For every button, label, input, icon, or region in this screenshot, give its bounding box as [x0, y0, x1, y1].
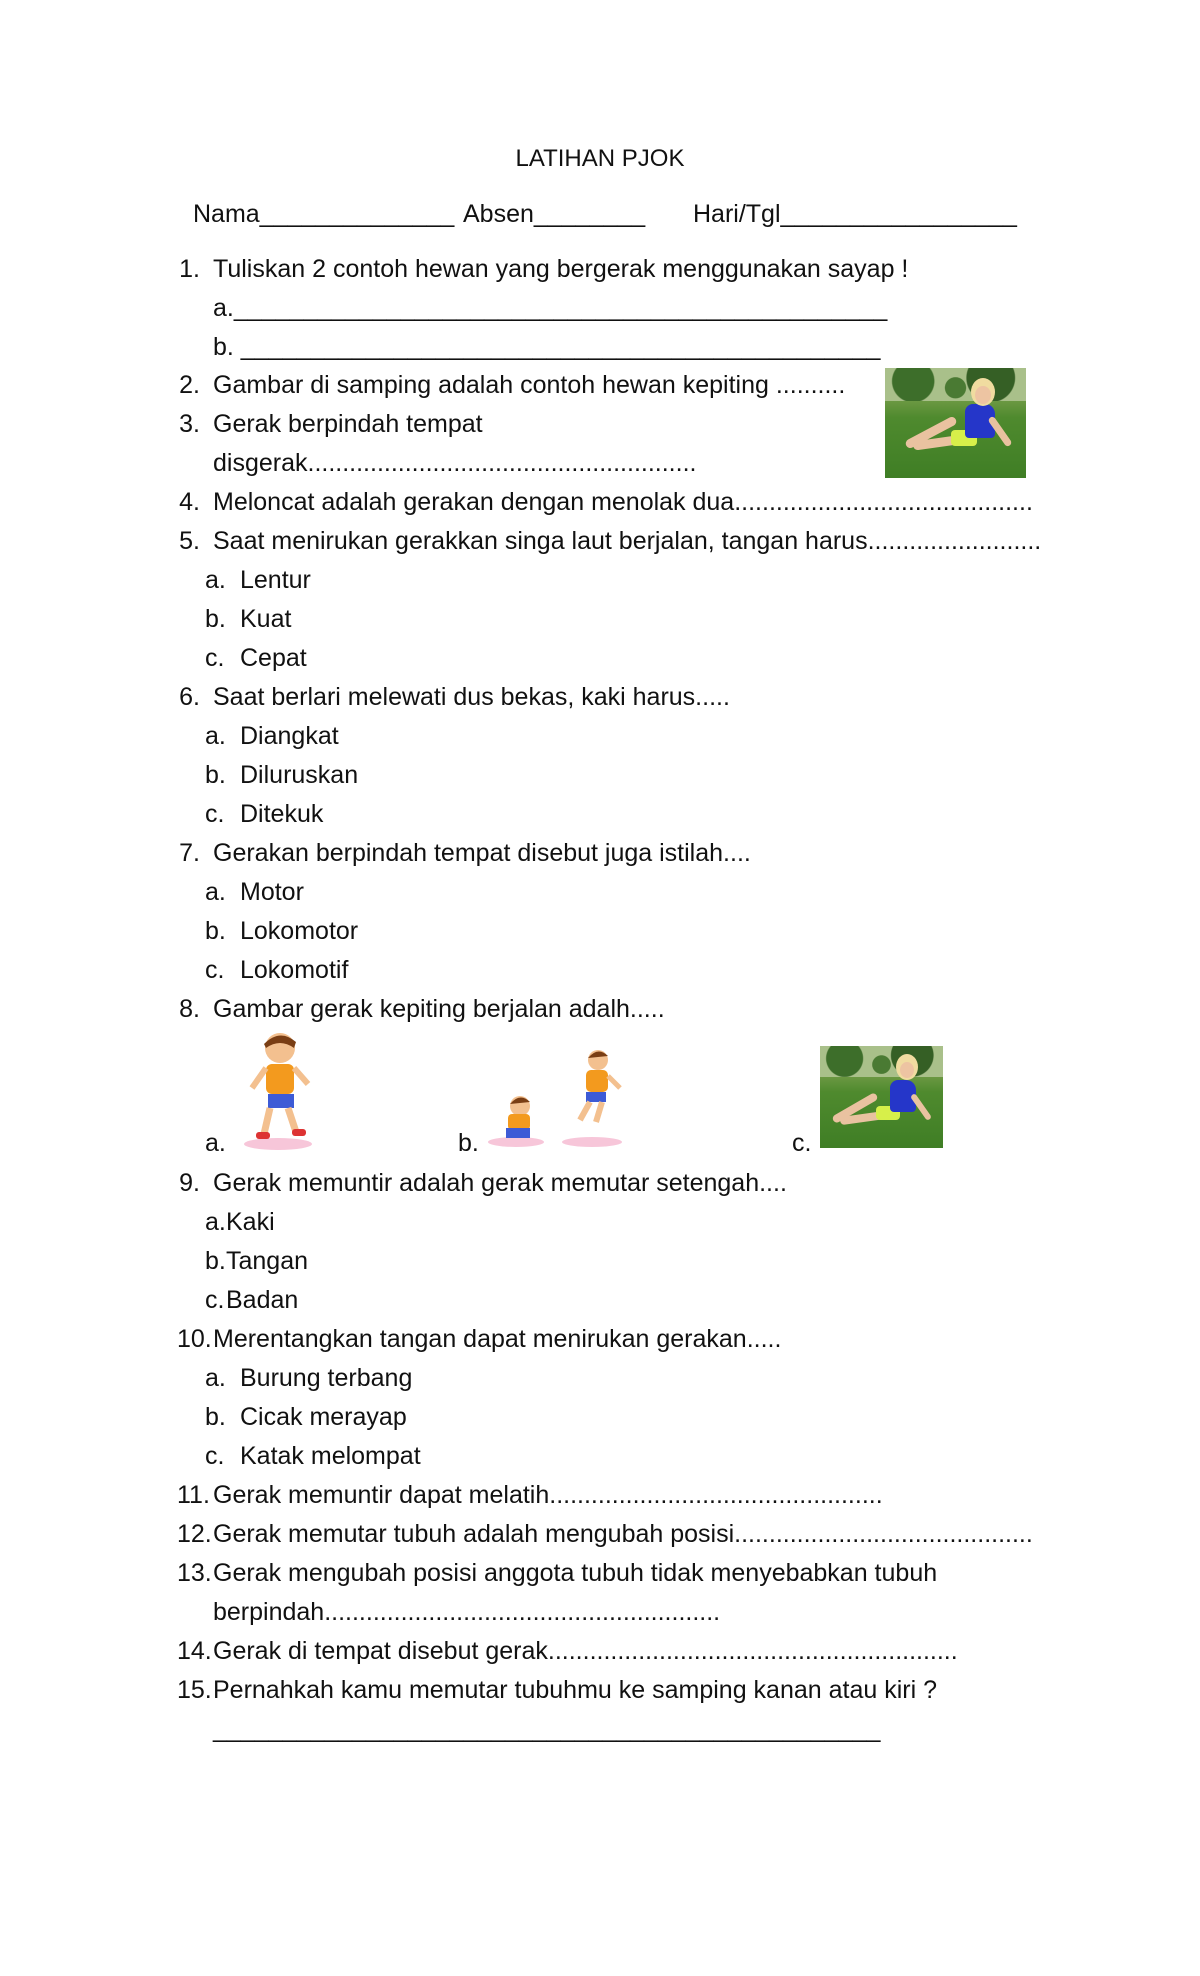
- option-letter: a.: [205, 566, 226, 594]
- crouch-jump-children-illustration[interactable]: [486, 1048, 626, 1148]
- option-text[interactable]: Ditekuk: [240, 800, 324, 828]
- question-15-text: Pernahkah kamu memutar tubuhmu ke samping kanan atau kiri ?: [213, 1676, 937, 1704]
- walking-child-illustration[interactable]: [240, 1028, 320, 1152]
- answer-line-a[interactable]: a._______________________________________________: [213, 294, 888, 322]
- question-number: 5.: [179, 527, 200, 555]
- option-letter: b.: [205, 1247, 226, 1275]
- question-number: 1.: [179, 255, 200, 283]
- option-letter[interactable]: c.: [792, 1129, 812, 1157]
- question-number: 8.: [179, 995, 200, 1023]
- option-text[interactable]: Diangkat: [240, 722, 339, 750]
- option-letter: c.: [205, 800, 225, 828]
- answer-line[interactable]: ________________________________________________: [213, 1715, 881, 1743]
- nama-field[interactable]: Nama______________: [193, 200, 455, 228]
- option-text[interactable]: Lentur: [240, 566, 311, 594]
- question-7-text: Gerakan berpindah tempat disebut juga istilah....: [213, 839, 751, 867]
- option-text[interactable]: Kaki: [226, 1208, 275, 1236]
- question-number: 10.: [177, 1325, 212, 1353]
- question-number: 3.: [179, 410, 200, 438]
- option-letter: b.: [205, 917, 226, 945]
- question-number: 14.: [177, 1637, 212, 1665]
- option-text[interactable]: Motor: [240, 878, 304, 906]
- question-number: 9.: [179, 1169, 200, 1197]
- page-title: LATIHAN PJOK: [515, 145, 685, 172]
- option-text[interactable]: Katak melompat: [240, 1442, 421, 1470]
- question-6-text: Saat berlari melewati dus bekas, kaki harus.....: [213, 683, 730, 711]
- question-4-text: Meloncat adalah gerakan dengan menolak dua...........................................: [213, 488, 1033, 516]
- option-text[interactable]: Cepat: [240, 644, 307, 672]
- question-5-text: Saat menirukan gerakkan singa laut berjalan, tangan harus.........................: [213, 527, 1042, 555]
- option-letter: b.: [205, 1403, 226, 1431]
- option-letter: b.: [205, 605, 226, 633]
- question-9-text: Gerak memuntir adalah gerak memutar setengah....: [213, 1169, 787, 1197]
- option-letter[interactable]: a.: [205, 1129, 226, 1157]
- option-text[interactable]: Cicak merayap: [240, 1403, 407, 1431]
- hari-tgl-field[interactable]: Hari/Tgl_________________: [693, 200, 1017, 228]
- question-number: 7.: [179, 839, 200, 867]
- crab-walk-photo-option[interactable]: [820, 1046, 943, 1148]
- option-letter: c.: [205, 1442, 225, 1470]
- question-11-text: Gerak memuntir dapat melatih................................................: [213, 1481, 883, 1509]
- question-number: 2.: [179, 371, 200, 399]
- question-number: 4.: [179, 488, 200, 516]
- question-3-text: Gerak berpindah tempat: [213, 410, 483, 438]
- answer-line-b[interactable]: b. ______________________________________________: [213, 333, 881, 361]
- option-letter: c.: [205, 1286, 225, 1314]
- option-text[interactable]: Burung terbang: [240, 1364, 413, 1392]
- question-number: 15.: [177, 1676, 212, 1704]
- question-14-text: Gerak di tempat disebut gerak...........................................................: [213, 1637, 958, 1665]
- question-13-text: Gerak mengubah posisi anggota tubuh tidak menyebabkan tubuh: [213, 1559, 938, 1587]
- question-number: 12.: [177, 1520, 212, 1548]
- option-letter: b.: [205, 761, 226, 789]
- option-letter: a.: [205, 722, 226, 750]
- option-letter: a.: [205, 1208, 226, 1236]
- option-text[interactable]: Lokomotor: [240, 917, 359, 945]
- question-10-text: Merentangkan tangan dapat menirukan gerakan.....: [213, 1325, 782, 1353]
- question-1-text: Tuliskan 2 contoh hewan yang bergerak menggunakan sayap !: [213, 255, 909, 283]
- option-text[interactable]: Diluruskan: [240, 761, 359, 789]
- crab-walk-photo: [885, 368, 1026, 478]
- option-text[interactable]: Badan: [226, 1286, 299, 1314]
- option-text[interactable]: Tangan: [226, 1247, 309, 1275]
- option-text[interactable]: Lokomotif: [240, 956, 349, 984]
- option-letter[interactable]: b.: [458, 1129, 479, 1157]
- question-3-blank[interactable]: disgerak........................................................: [213, 449, 697, 477]
- option-letter: c.: [205, 956, 225, 984]
- question-12-text: Gerak memutar tubuh adalah mengubah posisi...........................................: [213, 1520, 1033, 1548]
- option-letter: c.: [205, 644, 225, 672]
- option-letter: a.: [205, 878, 226, 906]
- question-8-text: Gambar gerak kepiting berjalan adalh.....: [213, 995, 665, 1023]
- absen-field[interactable]: Absen________: [463, 200, 646, 228]
- option-text[interactable]: Kuat: [240, 605, 292, 633]
- question-number: 6.: [179, 683, 200, 711]
- question-2-text: Gambar di samping adalah contoh hewan kepiting ..........: [213, 371, 846, 399]
- question-13-blank[interactable]: berpindah.........................................................: [213, 1598, 721, 1626]
- question-number: 13.: [177, 1559, 212, 1587]
- question-number: 11.: [177, 1481, 210, 1509]
- option-letter: a.: [205, 1364, 226, 1392]
